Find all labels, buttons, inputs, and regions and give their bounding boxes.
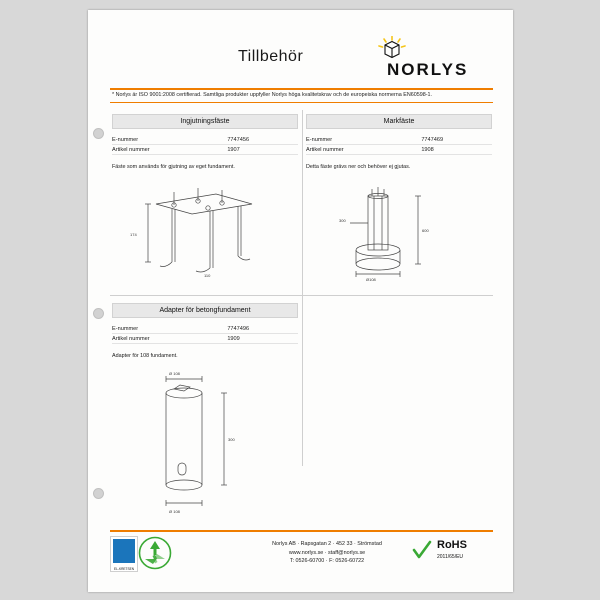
elkretsen-badge xyxy=(110,536,138,572)
spec-value: 7747496 xyxy=(227,325,298,334)
recycle-icon xyxy=(138,536,172,570)
header-divider-thin xyxy=(110,102,493,103)
spec-key: Artikel nummer xyxy=(306,145,421,154)
table-row xyxy=(112,145,298,154)
product-description: Detta fäste grävs ner och behöver ej gjutas. xyxy=(306,163,411,170)
table-row xyxy=(112,136,298,145)
dimension-label: 300 xyxy=(339,217,346,223)
dimension-label: 600 xyxy=(422,227,429,233)
footer-company-line: Norlys AB · Rapsgatan 2 · 452 33 · Strömstad xyxy=(272,541,382,547)
spec-value: 1907 xyxy=(227,145,298,154)
adapter-betongfundament-drawing xyxy=(112,367,298,517)
dimension-label: Ø 108 xyxy=(169,370,180,376)
table-row xyxy=(112,325,298,334)
dimension-label: Ø 108 xyxy=(169,508,180,514)
table-row xyxy=(112,334,298,343)
check-icon xyxy=(411,539,433,561)
spec-key: E-nummer xyxy=(306,136,421,145)
certification-text: * Norlys är ISO 9001:2008 certifierad. Samtliga produkter uppfyller Norlys höga kvalitetskrav och de europeiska normerna EN60598-1. xyxy=(112,92,433,98)
dimension-label: Ø108 xyxy=(366,276,376,282)
markfaste-drawing xyxy=(306,178,492,282)
rohs-badge xyxy=(409,537,493,567)
spec-value: 7747456 xyxy=(227,136,298,145)
spec-key: Artikel nummer xyxy=(112,145,227,154)
product-spec-table xyxy=(112,325,298,344)
spec-value: 7747469 xyxy=(421,136,492,145)
ingjutningsfaste-drawing xyxy=(112,178,298,282)
table-row xyxy=(306,145,492,154)
page-title: Tillbehör xyxy=(238,48,304,65)
punch-hole-icon xyxy=(93,488,104,499)
product-spec-table xyxy=(306,136,492,155)
dimension-label: 300 xyxy=(228,436,235,442)
document-footer xyxy=(110,530,493,578)
footer-contact-line: T: 0526-60700 · F: 0526-60722 xyxy=(289,558,365,565)
scanned-sheet xyxy=(88,10,513,592)
dimension-label: 174 xyxy=(130,231,137,237)
table-row xyxy=(306,136,492,145)
spec-value: 1909 xyxy=(227,334,298,343)
footer-web-line: www.norlys.se · staff@norlys.se xyxy=(288,549,366,556)
footer-company-info xyxy=(222,540,432,566)
product-title: Adapter för betongfundament xyxy=(112,303,298,318)
norlys-logo xyxy=(351,36,491,80)
product-card-markfaste xyxy=(306,114,492,282)
product-spec-table xyxy=(112,136,298,155)
header-divider xyxy=(110,88,493,90)
spec-key: E-nummer xyxy=(112,325,227,334)
dimension-label: 110 xyxy=(204,272,211,278)
product-title: Ingjutningsfäste xyxy=(112,114,298,129)
elkretsen-label: EL-KRETSEN xyxy=(113,567,134,571)
document-header xyxy=(88,10,513,84)
spec-key: E-nummer xyxy=(112,136,227,145)
spec-value: 1908 xyxy=(421,145,492,154)
punch-hole-icon xyxy=(93,128,104,139)
grid-horizontal-divider xyxy=(110,295,493,296)
product-description: Adapter för 108 fundament. xyxy=(112,352,178,359)
grid-vertical-divider xyxy=(302,110,303,466)
punch-hole-icon xyxy=(93,308,104,319)
spec-key: Artikel nummer xyxy=(112,334,227,343)
product-description: Fäste som används för gjutning av eget fundament. xyxy=(112,163,235,170)
product-grid xyxy=(110,106,493,526)
product-card-ingjutningsfaste xyxy=(112,114,298,282)
logo-wordmark: NORLYS xyxy=(387,60,469,79)
sun-cube-icon xyxy=(375,36,409,62)
rohs-title: RoHS xyxy=(437,539,467,551)
product-title: Markfäste xyxy=(306,114,492,129)
product-card-adapter xyxy=(112,303,298,517)
footer-divider xyxy=(110,530,493,532)
rohs-subtitle: 2011/65/EU xyxy=(437,554,464,560)
